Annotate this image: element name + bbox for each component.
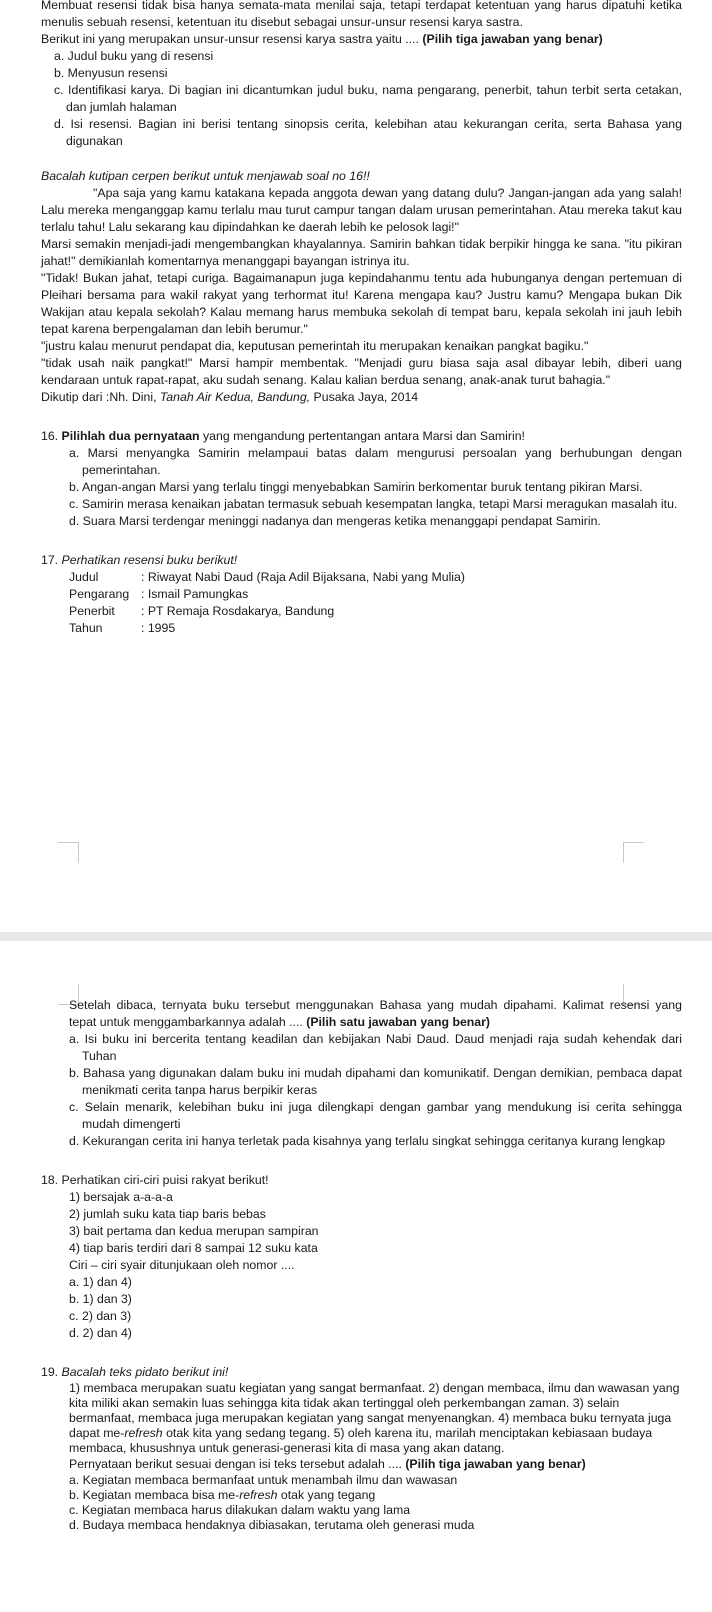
field-label: Penerbit (69, 604, 115, 618)
intro-option-c: c. Identifikasi karya. Di bagian ini dicantumkan judul buku, nama pengarang, penerbit, tahun terbit serta cetakan, dan jumlah halaman (54, 83, 682, 114)
q18-item: 1) bersajak a-a-a-a (69, 1190, 173, 1204)
excerpt-paragraph: Marsi semakin menjadi-jadi mengembangkan khayalannya. Samirin bahkan tidak berpikir hingga ke sana. "itu pikiran jahat!" demikianlah komentarnya menanggapi bayangan istrinya itu. (41, 237, 682, 268)
q16-option-d: d. Suara Marsi terdengar meninggi nadanya dan mengeras ketika menanggapi pendapat Samirin. (69, 514, 601, 528)
spacer (41, 530, 682, 552)
intro-question (41, 31, 682, 48)
spacer (41, 150, 682, 168)
field-label: Judul (69, 570, 99, 584)
q19-question-text: Pernyataan berikut sesuai dengan isi teks tersebut adalah .... (69, 1457, 406, 1471)
field-value: : 1995 (141, 621, 176, 635)
q18-item: 2) jumlah suku kata tiap baris bebas (69, 1207, 266, 1221)
q17-option-c: c. Selain menarik, kelebihan buku ini juga dilengkapi dengan gambar yang mendukung isi cerita sehingga mudah dimengerti (69, 1100, 682, 1131)
q19-body (41, 1381, 682, 1533)
q19-option-c: c. Kegiatan membaca harus dilakukan dalam waktu yang lama (69, 1503, 411, 1517)
q18-option-c: c. 2) dan 3) (69, 1309, 132, 1323)
q18-body (41, 1189, 682, 1342)
document-page-2 (0, 941, 712, 1612)
intro-option-b: b. Menyusun resensi (54, 66, 168, 80)
excerpt-paragraph: "Tidak! Bukan jahat, tetapi curiga. Bagaimanapun juga kepindahanmu tentu ada hubunganya dengan pertemuan di Pleihari bersama para wakil rakyat yang terhormat itu! Karena mengapa kau? Justru kamu? Mengapa bukan Dik Wakijan atau kepala sekolah? Kalau memang harus membuka sekolah di tempat baru, kepala sekolah ini jauh lebih tepat karena berpengalaman dan lebih berumur." (41, 271, 682, 336)
question-16 (41, 428, 682, 445)
excerpt-heading: Bacalah kutipan cerpen berikut untuk menjawab soal no 16!! (41, 169, 370, 183)
page-corner-mark (58, 842, 79, 863)
option-italic: refresh (239, 1488, 278, 1502)
field-value: : PT Remaja Rosdakarya, Bandung (141, 604, 335, 618)
q16-option-a: a. Marsi menyangka Samirin melampaui batas dalam mengurusi persoalan yang berhubungan dengan pemerintahan. (69, 446, 682, 477)
page-corner-mark (623, 842, 644, 863)
question-18 (41, 1172, 682, 1189)
q18-question: Ciri – ciri syair ditunjukaan oleh nomor .... (69, 1258, 295, 1272)
field-value: : Riwayat Nabi Daud (Raja Adil Bijaksana, Nabi yang Mulia) (141, 570, 465, 584)
q19-question-instruction: (Pilih tiga jawaban yang benar) (405, 1457, 586, 1471)
question-18-lead: Perhatikan ciri-ciri puisi rakyat berikut! (61, 1173, 269, 1187)
q17-question-text: Setelah dibaca, ternyata buku tersebut menggunakan Bahasa yang mudah dipahami. Kalimat resensi yang tepat untuk menggambarkannya adalah .... (69, 998, 682, 1029)
intro-question-text: Berikut ini yang merupakan unsur-unsur resensi karya sastra yaitu .... (41, 32, 423, 46)
excerpt-paragraph: "Apa saja yang kamu katakana kepada anggota dewan yang datang dulu? Jangan-jangan ada yang salah! Lalu mereka menganggap kamu terlalu mau turut campur tangan dalam urusan pemerintahan. Atau mereka takut kau terlalu tahu! Lalu sekarang kau dipindahkan ke daerah lebih ke pelosok lagi!" (41, 186, 682, 234)
q17-question-block (41, 997, 682, 1031)
q17-option-b: b. Bahasa yang digunakan dalam buku ini mudah dipahami dan komunikatif. Dengan demikian, pembaca dapat menikmati cerita tanpa harus berpikir keras (69, 1066, 682, 1097)
source-label: Dikutip dari :Nh. Dini, (41, 390, 160, 404)
page-1-content (41, 0, 682, 637)
spacer (41, 406, 682, 428)
book-field-author (69, 586, 682, 603)
question-19 (41, 1364, 682, 1381)
speech-text-part: otak kita yang sedang tegang. 5) oleh karena itu, marilah menciptakan kebiasaan budaya membaca, khusushnya untuk generasi-generasi kita di masa yang akan datang. (69, 1426, 653, 1455)
intro-paragraph: Membuat resensi tidak bisa hanya semata-mata menilai saja, tetapi terdapat ketentuan yang harus dipatuhi ketika menulis sebuah resensi, ketentuan itu disebut sebagai unsur-unsur resensi karya sastra. (41, 0, 682, 29)
q17-question-instruction: (Pilih satu jawaban yang benar) (306, 1015, 491, 1029)
spacer (41, 1342, 682, 1364)
book-identity (41, 569, 682, 637)
intro-question-instruction: (Pilih tiga jawaban yang benar) (422, 32, 603, 46)
speech-text (69, 1381, 682, 1456)
q17-option-a: a. Isi buku ini bercerita tentang keadilan dan kebijakan Nabi Daud. Daud menjadi raja sudah kehendak dari Tuhan (69, 1032, 682, 1063)
speech-text-part: 1) membaca merupakan suatu kegiatan yang sangat bermanfaat. 2) dengan membaca, ilmu dan wawasan yang kita miliki akan semakin luas sehingga kita tidak akan tertinggal oleh perkembangan zaman. 3) selain bermanfaat, membaca juga merupakan kegiatan yang sangat menyenangkan. 4) membaca buku ternyata juga dapat me- (69, 1381, 680, 1440)
q18-option-d: d. 2) dan 4) (69, 1326, 132, 1340)
q19-option-a: a. Kegiatan membaca bermanfaat untuk menambah ilmu dan wawasan (69, 1473, 458, 1487)
book-field-year (69, 620, 682, 637)
excerpt-source (41, 389, 682, 406)
q17-option-d: d. Kekurangan cerita ini hanya terletak pada kisahnya yang terlalu singkat sehingga ceritanya kurang lengkap (69, 1134, 666, 1148)
book-field-title (69, 569, 682, 586)
question-number: 16. (41, 429, 59, 443)
q19-question (69, 1456, 682, 1473)
source-publisher: Pusaka Jaya, 2014 (310, 390, 419, 404)
option-text: b. Kegiatan membaca bisa me- (69, 1488, 240, 1502)
field-value: : Ismail Pamungkas (141, 587, 249, 601)
question-number: 17. (41, 553, 59, 567)
field-label: Pengarang (69, 587, 130, 601)
q16-option-c: c. Samirin merasa kenaikan jabatan termasuk sebuah kesempatan langka, tetapi Marsi meragukan masalah itu. (69, 497, 678, 511)
q17-question (69, 997, 682, 1031)
field-label: Tahun (69, 621, 103, 635)
intro-option-a: a. Judul buku yang di resensi (54, 49, 214, 63)
excerpt-paragraph: "justru kalau menurut pendapat dia, keputusan pemerintah itu merupakan kenaikan pangkat bagiku." (41, 339, 589, 353)
question-19-lead: Bacalah teks pidato berikut ini! (61, 1365, 229, 1379)
q19-option-d: d. Budaya membaca hendaknya dibiasakan, terutama oleh generasi muda (69, 1518, 475, 1532)
q16-option-b: b. Angan-angan Marsi yang terlalu tinggi menyebabkan Samirin berkomentar buruk tentang pikiran Marsi. (69, 480, 643, 494)
q19-option-b (69, 1488, 682, 1503)
source-title: Tanah Air Kedua, Bandung, (159, 390, 311, 404)
question-number: 19. (41, 1365, 59, 1379)
q18-option-a: a. 1) dan 4) (69, 1275, 132, 1289)
spacer (41, 1150, 682, 1172)
speech-text-italic: refresh (124, 1426, 163, 1440)
q18-option-b: b. 1) dan 3) (69, 1292, 132, 1306)
question-17 (41, 552, 682, 569)
question-number: 18. (41, 1173, 59, 1187)
intro-option-d: d. Isi resensi. Bagian ini berisi tentang sinopsis cerita, kelebihan atau kekurangan cerita, serta Bahasa yang digunakan (54, 117, 682, 148)
page-break (0, 932, 712, 941)
excerpt-paragraph: "tidak usah naik pangkat!" Marsi hampir membentak. "Menjadi guru biasa saja asal dibayar lebih, diberi uang kendaraan untuk rapat-rapat, aku sudah senang. Kalau kalian berdua senang, anak-anak turut bahagia." (41, 356, 682, 387)
question-16-text: yang mengandung pertentangan antara Marsi dan Samirin! (199, 429, 525, 443)
page-2-content (41, 997, 682, 1533)
q18-item: 4) tiap baris terdiri dari 8 sampai 12 suku kata (69, 1241, 318, 1255)
question-16-instruction: Pilihlah dua pernyataan (61, 429, 200, 443)
book-field-publisher (69, 603, 682, 620)
question-17-lead: Perhatikan resensi buku berikut! (61, 553, 238, 567)
option-text: otak yang tegang (277, 1488, 376, 1502)
q18-item: 3) bait pertama dan kedua merupan sampiran (69, 1224, 319, 1238)
